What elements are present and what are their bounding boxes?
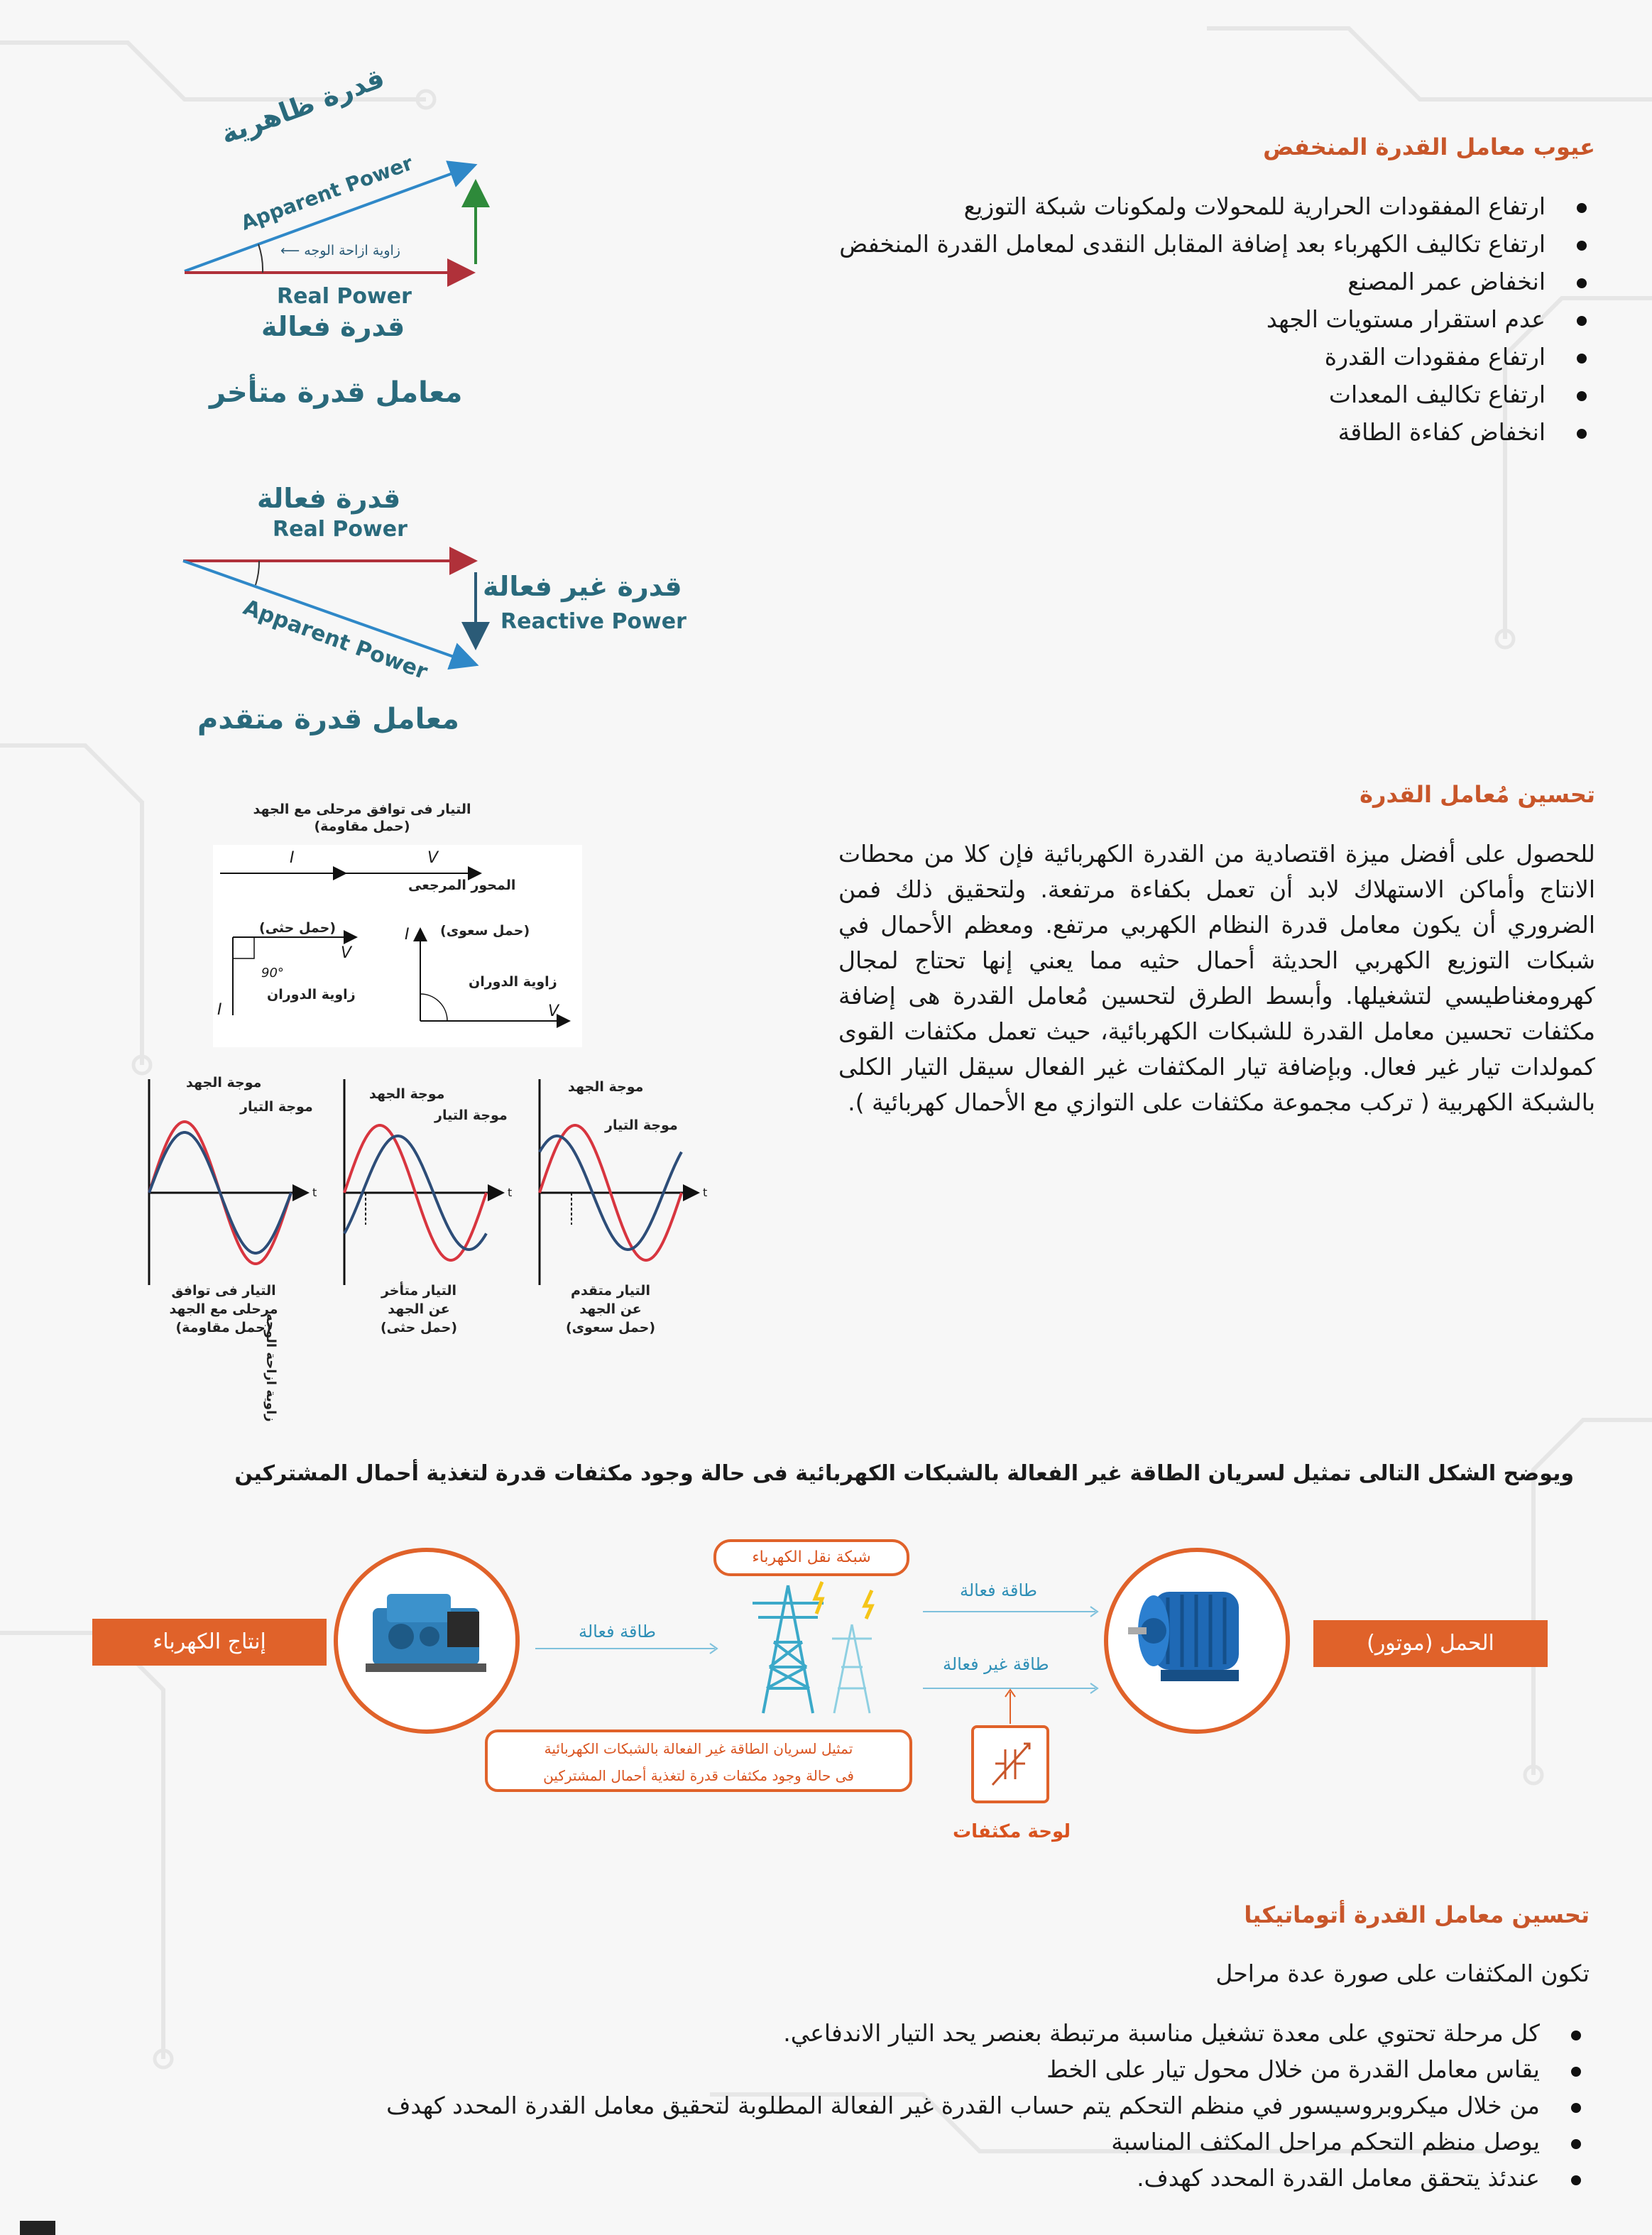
section3-heading: تحسين معامل القدرة أتوماتيكيا [1244,1901,1590,1928]
motor-icon [1125,1578,1267,1698]
section2-paragraph: للحصول على أفضل ميزة اقتصادية من القدرة الكهربائية فإن كلا من محطات الانتاج وأماكن الاستهلاك لابد أن تعمل بكفاءة مرتفعة. ولتحقيق ذلك فمن الضروري أن يكون معامل قدرة النظام الكهربي مرتفع. ومعظم الأحمال في شبكات التوزيع الكهربي الحديثة أحمال حثيه مما يعني إنها تحتاج لمجال كهرومغناطيسي لتشغيلها. وأبسط الطرق لتحسين مُعامل القدرة هى إضافة مكثفات تحسين معامل القدرة للشبكات الكهربائية، حيث تعمل مكثفات القوى كمولدات تيار غير فعال. وبإضافة تيار المكثفات غير الفعال سيقل التيار الكلى بالشبكة الكهربية ( تركب مجموعة مكثفات على التوازي مع الأحمال كهربائية ). [838,840,1595,1116]
apparent-power-ar-label: قدرة ظاهرية [217,62,389,151]
current-wave-label: موجة التيار [605,1118,678,1133]
section2-heading: تحسين مُعامل القدرة [1360,781,1595,808]
inductive-label: (حمل حثى) [259,920,337,936]
lagging-caption: معامل قدرة متأخر [209,376,463,409]
reference-axis-label: المحور المرجعى [408,878,516,893]
leading-power-triangle [163,540,504,685]
leading-real-en-label: Real Power [273,517,407,542]
production-box: إنتاج الكهرباء [92,1619,327,1666]
list-item: عدم استقرار مستويات الجهد [839,300,1595,338]
active-power-left-arrow [534,1641,726,1656]
list-item: ارتفاع المفقودات الحرارية للمحولات ولمكونات شبكة التوزيع [839,187,1595,225]
phasor-i-label-2: I [217,1001,222,1019]
waveform-diagrams [138,1072,706,1299]
section1-heading: عيوب معامل القدرة المنخفض [1263,133,1595,160]
phasor-i-label: I [290,849,295,867]
wave-caption-inphase: التيار فى توافق مرحلى مع الجهد (حمل مقاومة) [169,1283,278,1335]
phasor-diagram [213,845,586,1051]
leading-reactive-en-label: Reactive Power [500,609,686,634]
wave-panel-lead [540,1079,696,1285]
wave-caption-lag: التيار متأخر عن الجهد (حمل حثى) [380,1283,458,1335]
rotation-label-2: زاوية الدوران [469,974,557,990]
list-item: انخفاض كفاءة الطاقة [839,413,1595,451]
section1-bullet-list [839,187,1595,451]
list-item: من خلال ميكروبروسيسور في منظم التحكم يتم حساب القدرة غير الفعالة المطلوبة لتحقيق معامل القدرة المحدد كهدف [386,2087,1590,2124]
list-item: ارتفاع مفقودات القدرة [839,338,1595,376]
arrow-left-icon: ⟵ [280,243,305,258]
page-corner-mark [20,2221,55,2235]
leading-apparent-en-label: Apparent Power [240,595,431,685]
generator-icon [359,1580,493,1686]
wave-caption-lead: التيار متقدم عن الجهد (حمل سعوى) [565,1283,656,1335]
transmission-tower-icon [738,1575,895,1724]
list-item: يوصل منظم التحكم مراحل المكثف المناسبة [386,2124,1590,2160]
phasor-v-label-3: V [548,1002,559,1020]
load-box: الحمل (موتور) [1313,1620,1548,1667]
t-label: t [508,1186,513,1199]
leading-caption: معامل قدرة متقدم [197,703,459,736]
phasor-title: التيار فى توافق مرحلى مع الجهد (حمل مقاومة) [253,802,471,834]
current-wave-label: موجة التيار [240,1099,313,1115]
lagging-power-triangle [163,106,504,305]
active-power-right-label: طاقة فعالة [960,1580,1037,1600]
t-label: t [703,1186,708,1199]
active-power-left-label: طاقة فعالة [579,1622,656,1641]
capacitor-feed-arrow [1003,1688,1017,1725]
active-power-right-arrow [921,1605,1106,1619]
reactive-flow-note: تمثيل لسريان الطاقة غير الفعالة بالشبكات الكهربائية فى حالة وجود مكثفات قدرة لتغذية أحمال المشتركين [485,1729,912,1792]
capacitive-label: (حمل سعوى) [440,923,530,939]
rotation-label-1: زاوية الدوران [267,987,356,1002]
phasor-i-label-3: I [405,926,410,944]
apparent-power-en-label: Apparent Power [238,151,416,236]
voltage-wave-label: موجة الجهد [186,1075,262,1091]
voltage-wave-label: موجة الجهد [568,1079,644,1095]
list-item: عندئذ يتحقق معامل القدرة المحدد كهدف. [386,2160,1590,2196]
voltage-wave-label: موجة الجهد [369,1086,445,1102]
flow-intro: ويوضح الشكل التالى تمثيل لسريان الطاقة غير الفعالة بالشبكات الكهربائية فى حالة وجود مكثفات قدرة لتغذية أحمال المشتركين [234,1461,1574,1486]
list-item: انخفاض عمر المصنع [839,263,1595,300]
list-item: ارتفاع تكاليف الكهرباء بعد إضافة المقابل النقدى لمعامل القدرة المنخفض [839,225,1595,263]
list-item: يقاس معامل القدرة من خلال محول تيار على الخط [386,2051,1590,2087]
section3-bullet-list [386,2015,1590,2196]
real-power-ar-label: قدرة فعالة [261,311,405,342]
current-wave-label: موجة التيار [434,1108,508,1123]
t-label: t [312,1186,317,1199]
leading-real-ar-label: قدرة فعالة [257,483,401,514]
capacitor-icon [974,1728,1046,1800]
grid-label: شبكة نقل الكهرباء [713,1539,909,1576]
list-item: كل مرحلة تحتوي على معدة تشغيل مناسبة مرتبطة بعنصر يحد التيار الاندفاعي. [386,2015,1590,2051]
list-item: ارتفاع تكاليف المعدات [839,376,1595,413]
angle-label: ⟵ زاوية ازاحة الوجه [280,243,400,258]
deg-label: 90° [261,966,284,980]
leading-reactive-ar-label: قدرة غير فعالة [483,571,682,602]
section3-intro: تكون المكثفات على صورة عدة مراحل [1215,1960,1590,1987]
reactive-power-label: طاقة غير فعالة [943,1654,1049,1674]
phasor-v-label: V [427,849,439,867]
capacitor-panel [971,1725,1049,1803]
capacitor-panel-label: لوحة مكثفات [952,1821,1071,1842]
phasor-v-label-2: V [341,944,352,962]
real-power-en-label: Real Power [277,284,412,309]
phase-angle-label: زاوية ازاحة الوجه [263,1313,278,1422]
